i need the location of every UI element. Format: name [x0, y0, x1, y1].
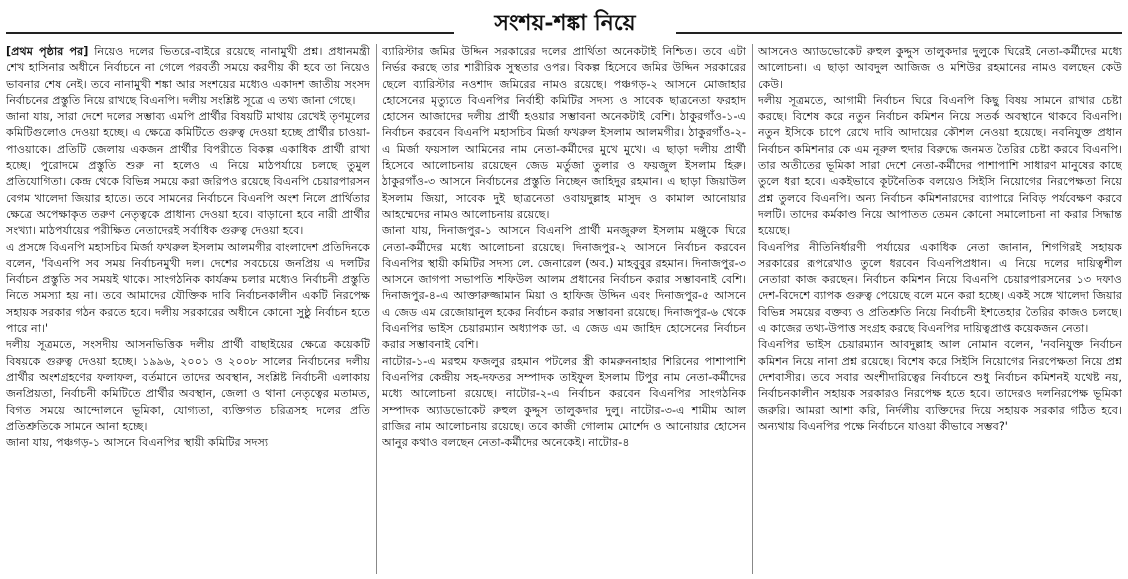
paragraph: জানা যায়, পঞ্চগড়-১ আসনে বিএনপির স্থায়ী কমিটির সদস্য	[6, 436, 269, 450]
article-headline: সংশয়-শঙ্কা নিয়ে	[494, 10, 636, 36]
paragraph: এ প্রসঙ্গে বিএনপি মহাসচিব মির্জা ফখরুল ইসলাম আলমগীর বাংলাদেশ প্রতিদিনকে বলেন, 'বিএনপি সব সময় নির্বাচনমুখী দল। দেশের সবচেয়ে জনপ্রিয় এ দলটির নির্বাচন প্রস্তুতি সব সময়ই থাকে। সাংগঠনিক কার্যক্রম চলার মধ্যেও নির্বাচনী প্রস্তুতি নিতে সমস্যা হয় না। তবে আমাদের যৌক্তিক দাবি নির্বাচনকালীন একটি নিরপেক্ষ সহায়ক সরকার গঠন করতে হবে। দলীয় সরকারের অধীনে কোনো সুষ্ঠু নির্বাচন হতে পারে না।'	[6, 240, 370, 336]
paragraph-text: নিয়েও দলের ভিতরে-বাইরে রয়েছে নানামুখী প্রশ্ন। প্রধানমন্ত্রী শেখ হাসিনার অধীনে নির্বাচনে না গেলে পরবর্তী সময়ে করণীয় কী হবে তা নিয়েও ভাবনার শেষ নেই। তবে নানামুখী শঙ্কা আর সংশয়ের মধ্যেও একাদশ জাতীয় সংসদ নির্বাচনের প্রস্তুতি নিয়ে রাখছে বিএনপি। দলীয় সংশ্লিষ্ট সূত্রে এ তথ্য জানা গেছে।	[6, 45, 370, 107]
paragraph: দলীয় সূত্রমতে, সংসদীয় আসনভিত্তিক দলীয় প্রার্থী বাছাইয়ের ক্ষেত্রে কয়েকটি বিষয়কে গুরুত্ব দেওয়া হচ্ছে। ১৯৯৬, ২০০১ ও ২০০৮ সালের নির্বাচনের দলীয় প্রার্থীর অংশগ্রহণের ফলাফল, বর্তমানে তাদের অবস্থান, সংশ্লিষ্ট নির্বাচনী এলাকায় জনপ্রিয়তা, নির্বাচনী কমিটিতে প্রার্থীর অবস্থান, জেলা ও থানা নেতৃত্বের মতামত, বিগত সময়ে আন্দোলনে ভূমিকা, যোগ্যতা, ব্যক্তিগত চরিত্রসহ দলের প্রতি প্রতিশ্রুতিকে সামনে আনা হচ্ছে।	[6, 338, 370, 433]
paragraph: জানা যায়, সারা দেশে দলের সম্ভাব্য এমপি প্রার্থীর বিষয়টি মাথায় রেখেই তৃণমূলের কমিটিগুলোও দেওয়া হচ্ছে। এ ক্ষেত্রে কমিটিতে গুরুত্ব দেওয়া হচ্ছে প্রার্থীর চাওয়া-পাওয়াকে। প্রতিটি জেলায় একজন প্রার্থীর বিপরীতে বিকল্প একাধিক প্রার্থী রাখা হচ্ছে। পুরোদমে প্রস্তুতি শুরু না হলেও এ নিয়ে মাঠপর্যায়ে চলছে তুমুল প্রতিযোগিতা। কেন্দ্র থেকে বিভিন্ন সময়ে করা জরিপও রয়েছে বিএনপি চেয়ারপারসন বেগম খালেদা জিয়ার হাতে। তবে সামনের নির্বাচনে বিএনপি অংশ নিলে প্রার্থিতার ক্ষেত্রে অপেক্ষাকৃত তরুণ নেতৃত্বকে প্রাধান্য দেওয়া হবে। বাড়ানো হবে নারী প্রার্থীর সংখ্যা। মাঠপর্যায়ের পরীক্ষিত নেতাদেরই সর্বাধিক গুরুত্ব দেওয়া হবে।	[6, 110, 370, 238]
paragraph: ব্যারিস্টার জমির উদ্দিন সরকারের দলের প্রার্থিতা অনেকটাই নিশ্চিত। তবে এটা নির্ভর করছে তার শারীরিক সুস্থতার ওপর। বিকল্প হিসেবে জমির উদ্দিন সরকারের ছেলে ব্যারিস্টার নওশাদ জমিরের নামও রয়েছে। পঞ্চগড়-২ আসনে মোজাহার হোসেনের মৃত্যুতে বিএনপির নির্বাহী কমিটির সদস্য ও সাবেক ছাত্রনেতা ফরহাদ হোসেন আজাদের দলীয় প্রার্থী হওয়ার সম্ভাবনা অনেকটাই বেশি। ঠাকুরগাঁও-১-এ নির্বাচন করবেন বিএনপি মহাসচিব মির্জা ফখরুল ইসলাম আলমগীর। ঠাকুরগাঁও-২-এ মির্জা ফয়সাল আমিনের নাম নেতা-কর্মীদের মুখে মুখে। এ ছাড়া দলীয় প্রার্থী হিসেবে আলোচনায় রয়েছেন জেড মর্তুজা তুলার ও ফয়জুল ইসলাম হিরু। ঠাকুরগাঁও-৩ আসনে নির্বাচনের প্রস্তুতি নিচ্ছেন জাহিদুর রহমান। এ ছাড়া জিয়াউল ইসলাম জিয়া, সাবেক দুই ছাত্রনেতা ওবায়দুল্লাহ মাসুদ ও কামাল আনোয়ার আহম্মেদের নামও আলোচনায় রয়েছে।	[382, 45, 746, 221]
paragraph: জানা যায়, দিনাজপুর-১ আসনে বিএনপি প্রার্থী মনজুরুল ইসলাম মঞ্জুকে ঘিরে নেতা-কর্মীদের মধ্যে আলোচনা রয়েছে। দিনাজপুর-২ আসনে নির্বাচন করবেন বিএনপির স্থায়ী কমিটির সদস্য লে. জেনারেল (অব.) মাহবুবুর রহমান। দিনাজপুর-৩ আসনে জাগপা সভাপতি শফিউল আলম প্রধানের নির্বাচন করার সম্ভাবনাই বেশি। দিনাজপুর-৪-এ আক্তারুজ্জামান মিয়া ও হাফিজ উদ্দিন এবং দিনাজপুর-৫ আসনে এ জেড এম রেজোয়ানুল হকের নির্বাচন করার সম্ভাবনা রয়েছে। দিনাজপুর-৬ থেকে বিএনপির ভাইস চেয়ারম্যান অধ্যাপক ডা. এ জেড এম জাহিদ হোসেনের নির্বাচন করার সম্ভাবনাই বেশি।	[382, 224, 746, 352]
paragraph: বিএনপির ভাইস চেয়ারম্যান আবদুল্লাহ আল নোমান বলেন, 'নবনিযুক্ত নির্বাচন কমিশন নিয়ে নানা প্রশ্ন রয়েছে। বিশেষ করে সিইসি নিয়োগের নিরপেক্ষতা নিয়ে প্রশ্ন দেশবাসীর। তবে সবার অংশীদারিত্বের নির্বাচনে শুধু নির্বাচন কমিশনই যথেষ্ট নয়, নির্বাচনকালীন সহায়ক সরকারও নিরপেক্ষ হতে হবে। তাদেরও দলনিরপেক্ষ ভূমিকা জরুরি। আমরা আশা করি, নির্দলীয় ব্যক্তিদের দিয়ে সহায়ক সরকার গঠিত হবে। অন্যথায় বিএনপির পক্ষে নির্বাচনে যাওয়া কীভাবে সম্ভব?'	[758, 338, 1122, 433]
paragraph: দলীয় সূত্রমতে, আগামী নির্বাচন ঘিরে বিএনপি কিছু বিষয় সামনে রাখার চেষ্টা করছে। বিশেষ করে নতুন নির্বাচন কমিশন নিয়ে সতর্ক অবস্থানে থাকবে বিএনপি। নতুন ইসিকে চাপে রেখে দাবি আদায়ের কৌশল নেওয়া হয়েছে। নবনিযুক্ত প্রধান নির্বাচন কমিশনার কে এম নূরুল হুদার বিরুদ্ধে জনমত তৈরির চেষ্টা করবে বিএনপি। তার অতীতের ভূমিকা সারা দেশে নেতা-কর্মীদের পাশাপাশি সাধারণ মানুষের কাছে তুলে ধরা হবে। একইভাবে কূটনৈতিক বলয়েও সিইসি নিয়োগের নিরপেক্ষতা নিয়ে প্রশ্ন তুলবে বিএনপি। অন্য নির্বাচন কমিশনারদের ব্যাপারে নিবিড় পর্যবেক্ষণ করবে দলটি। তাদের কর্মকাণ্ড নিয়ে আপাতত তেমন কোনো সমালোচনা না করার সিদ্ধান্ত হয়েছে।	[758, 93, 1122, 238]
paragraph: নাটোর-১-এ মরহুম ফজলুর রহমান পটলের স্ত্রী কামরুননাহার শিরিনের পাশাপাশি বিএনপির কেন্দ্রীয় সহ-দফতর সম্পাদক তাইফুল ইসলাম টিপুর নাম নেতা-কর্মীদের মধ্যে আলোচনা রয়েছে। নাটোর-২-এ নির্বাচন করবেন বিএনপির সাংগঠনিক সম্পাদক অ্যাডভোকেট রুহুল কুদ্দুস তালুকদার দুলু। নাটোর-৩-এ শামীম আল রাজির নাম আলোচনায় রয়েছে। তবে কাজী গোলাম মোর্শেদ ও আনোয়ার হোসেন আনুর কথাও বলছেন নেতা-কর্মীদের অনেকেই। নাটোর-৪	[382, 354, 746, 450]
article-column-1	[6, 44, 370, 576]
column-divider	[752, 44, 753, 574]
headline-rule-right	[676, 32, 1122, 34]
continuation-tag: [প্রথম পৃষ্ঠার পর]	[6, 45, 89, 58]
headline-rule-left	[6, 32, 454, 34]
paragraph	[6, 44, 370, 109]
article-column-2	[382, 44, 746, 576]
headline-bar	[0, 6, 1128, 40]
article-column-3	[758, 44, 1122, 576]
column-divider	[376, 44, 377, 574]
paragraph: বিএনপির নীতিনির্ধারণী পর্যায়ের একাধিক নেতা জানান, শিগগিরই সহায়ক সরকারের রূপরেখাও তুলে ধরবেন বিএনপিপ্রধান। এ নিয়ে দলের দায়িত্বশীল নেতারা কাজ করছেন। নির্বাচন কমিশন নিয়ে বিএনপি চেয়ারপারসনের ১৩ দফাও দেশ-বিদেশে ব্যাপক গুরুত্ব পেয়েছে বলে মনে করা হচ্ছে। একই সঙ্গে খালেদা জিয়ার বিভিন্ন সময়ের বক্তব্য ও প্রতিশ্রুতি নিয়ে নির্বাচনী ইশতেহার তৈরির কাজও চলছে। এ কাজের তথ্য-উপাত্ত সংগ্রহ করছে বিএনপির দায়িত্বপ্রাপ্ত কয়েকজন নেতা।	[758, 240, 1122, 336]
paragraph: আসনেও অ্যাডভোকেট রুহুল কুদ্দুস তালুকদার দুলুকে ঘিরেই নেতা-কর্মীদের মধ্যে আলোচনা। এ ছাড়া আবদুল আজিজ ও মশিউর রহমানের নামও বলছেন কেউ কেউ।	[758, 45, 1122, 91]
